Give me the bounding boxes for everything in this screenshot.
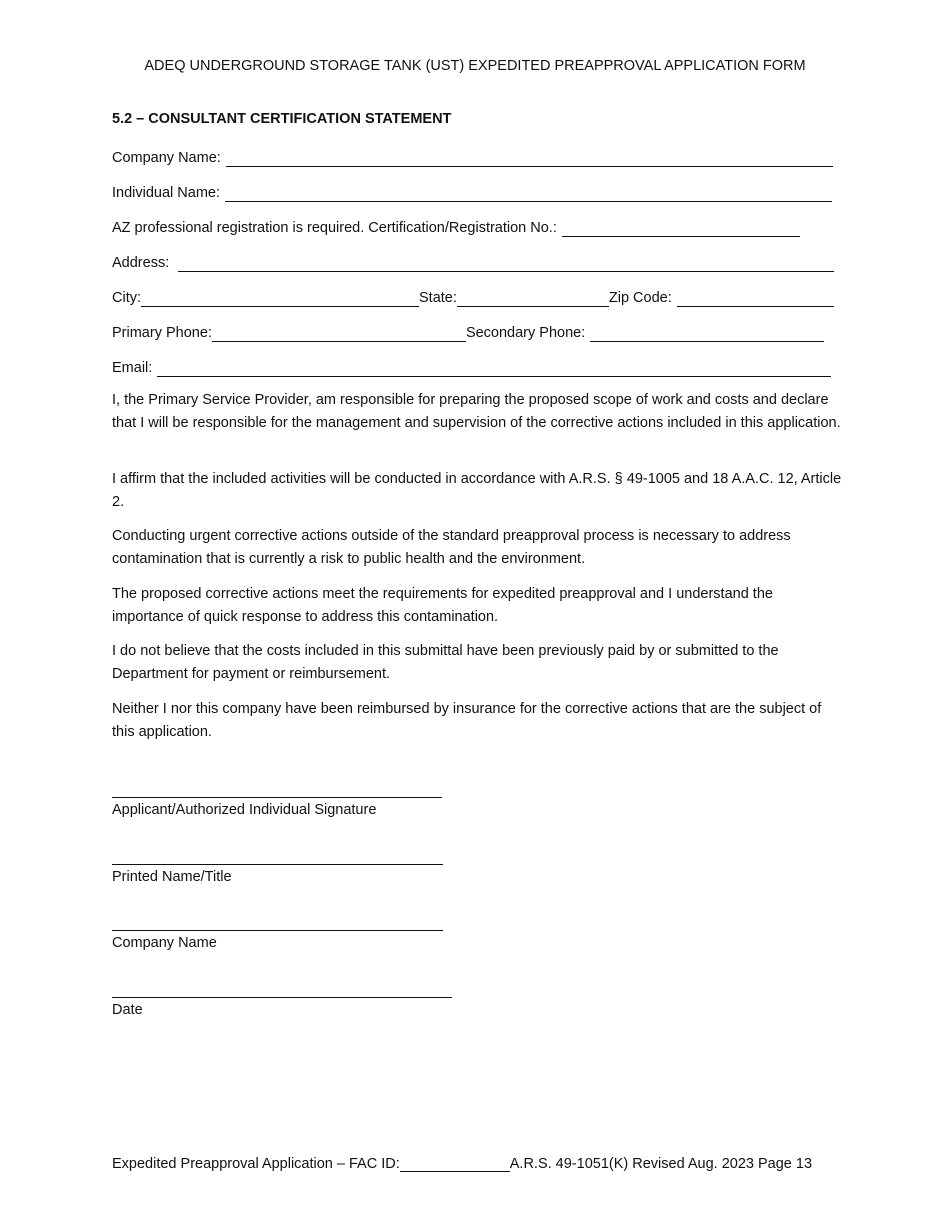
city-label: City: bbox=[112, 290, 141, 306]
applicant-signature-label: Applicant/Authorized Individual Signature bbox=[112, 802, 377, 818]
company-name-signature-line[interactable] bbox=[112, 930, 443, 931]
footer-left-text: Expedited Preapproval Application – FAC ID: bbox=[112, 1156, 400, 1172]
registration-label: AZ professional registration is required. Certification/Registration No.: bbox=[112, 220, 557, 236]
zip-label: Zip Code: bbox=[608, 290, 672, 306]
state-field[interactable] bbox=[457, 290, 609, 307]
footer-right-text: A.R.S. 49-1051(K) Revised Aug. 2023 Page 13 bbox=[509, 1156, 813, 1172]
company-name-signature-block bbox=[112, 930, 443, 952]
phone-row bbox=[112, 320, 824, 342]
secondary-phone-field[interactable] bbox=[590, 325, 824, 342]
date-label: Date bbox=[112, 1002, 143, 1018]
address-row bbox=[112, 250, 834, 272]
statement-affirm: I affirm that the included activities will be conducted in accordance with A.R.S. § 49-1005 and 18 A.A.C. 12, Article 2. bbox=[112, 471, 842, 510]
company-name-row bbox=[112, 145, 833, 167]
address-field[interactable] bbox=[178, 255, 834, 272]
secondary-phone-label: Secondary Phone: bbox=[465, 325, 586, 341]
section-title: 5.2 – CONSULTANT CERTIFICATION STATEMENT bbox=[112, 111, 452, 127]
date-line[interactable] bbox=[112, 997, 452, 998]
registration-field[interactable] bbox=[562, 220, 800, 237]
individual-name-label: Individual Name: bbox=[112, 185, 220, 201]
primary-phone-label: Primary Phone: bbox=[112, 325, 212, 341]
page-footer bbox=[112, 1155, 812, 1172]
state-label: State: bbox=[419, 290, 457, 306]
printed-name-label: Printed Name/Title bbox=[112, 869, 232, 885]
address-label: Address: bbox=[112, 255, 170, 271]
email-field[interactable] bbox=[157, 360, 831, 377]
form-header: ADEQ UNDERGROUND STORAGE TANK (UST) EXPEDITED PREAPPROVAL APPLICATION FORM bbox=[144, 58, 806, 74]
email-label: Email: bbox=[112, 360, 153, 376]
statement-costs: I do not believe that the costs included in this submittal have been previously paid by or submitted to the Department for payment or reimbursement. bbox=[112, 643, 779, 682]
applicant-signature-block bbox=[112, 797, 442, 819]
primary-phone-field[interactable] bbox=[212, 325, 466, 342]
statement-urgent: Conducting urgent corrective actions outside of the standard preapproval process is necessary to address contamination that is currently a risk to public health and the environment. bbox=[112, 528, 791, 567]
email-row bbox=[112, 355, 831, 377]
company-name-signature-label: Company Name bbox=[112, 935, 217, 951]
registration-row bbox=[112, 215, 800, 237]
fac-id-field[interactable] bbox=[400, 1155, 510, 1172]
company-name-field[interactable] bbox=[226, 150, 833, 167]
statement-responsibility: I, the Primary Service Provider, am responsible for preparing the proposed scope of work and costs and declare that I will be responsible for the management and supervision of the corrective actions included in this application. bbox=[112, 392, 841, 431]
printed-name-block bbox=[112, 864, 443, 886]
company-name-label: Company Name: bbox=[112, 150, 221, 166]
applicant-signature-line[interactable] bbox=[112, 797, 442, 798]
city-field[interactable] bbox=[141, 290, 419, 307]
printed-name-line[interactable] bbox=[112, 864, 443, 865]
individual-name-field[interactable] bbox=[225, 185, 832, 202]
city-state-zip-row bbox=[112, 285, 834, 307]
statement-insurance: Neither I nor this company have been reimbursed by insurance for the corrective actions that are the subject of this application. bbox=[112, 701, 822, 740]
individual-name-row bbox=[112, 180, 832, 202]
date-block bbox=[112, 997, 452, 1019]
statement-requirements: The proposed corrective actions meet the requirements for expedited preapproval and I understand the importance of quick response to address this contamination. bbox=[112, 586, 773, 625]
zip-field[interactable] bbox=[677, 290, 834, 307]
